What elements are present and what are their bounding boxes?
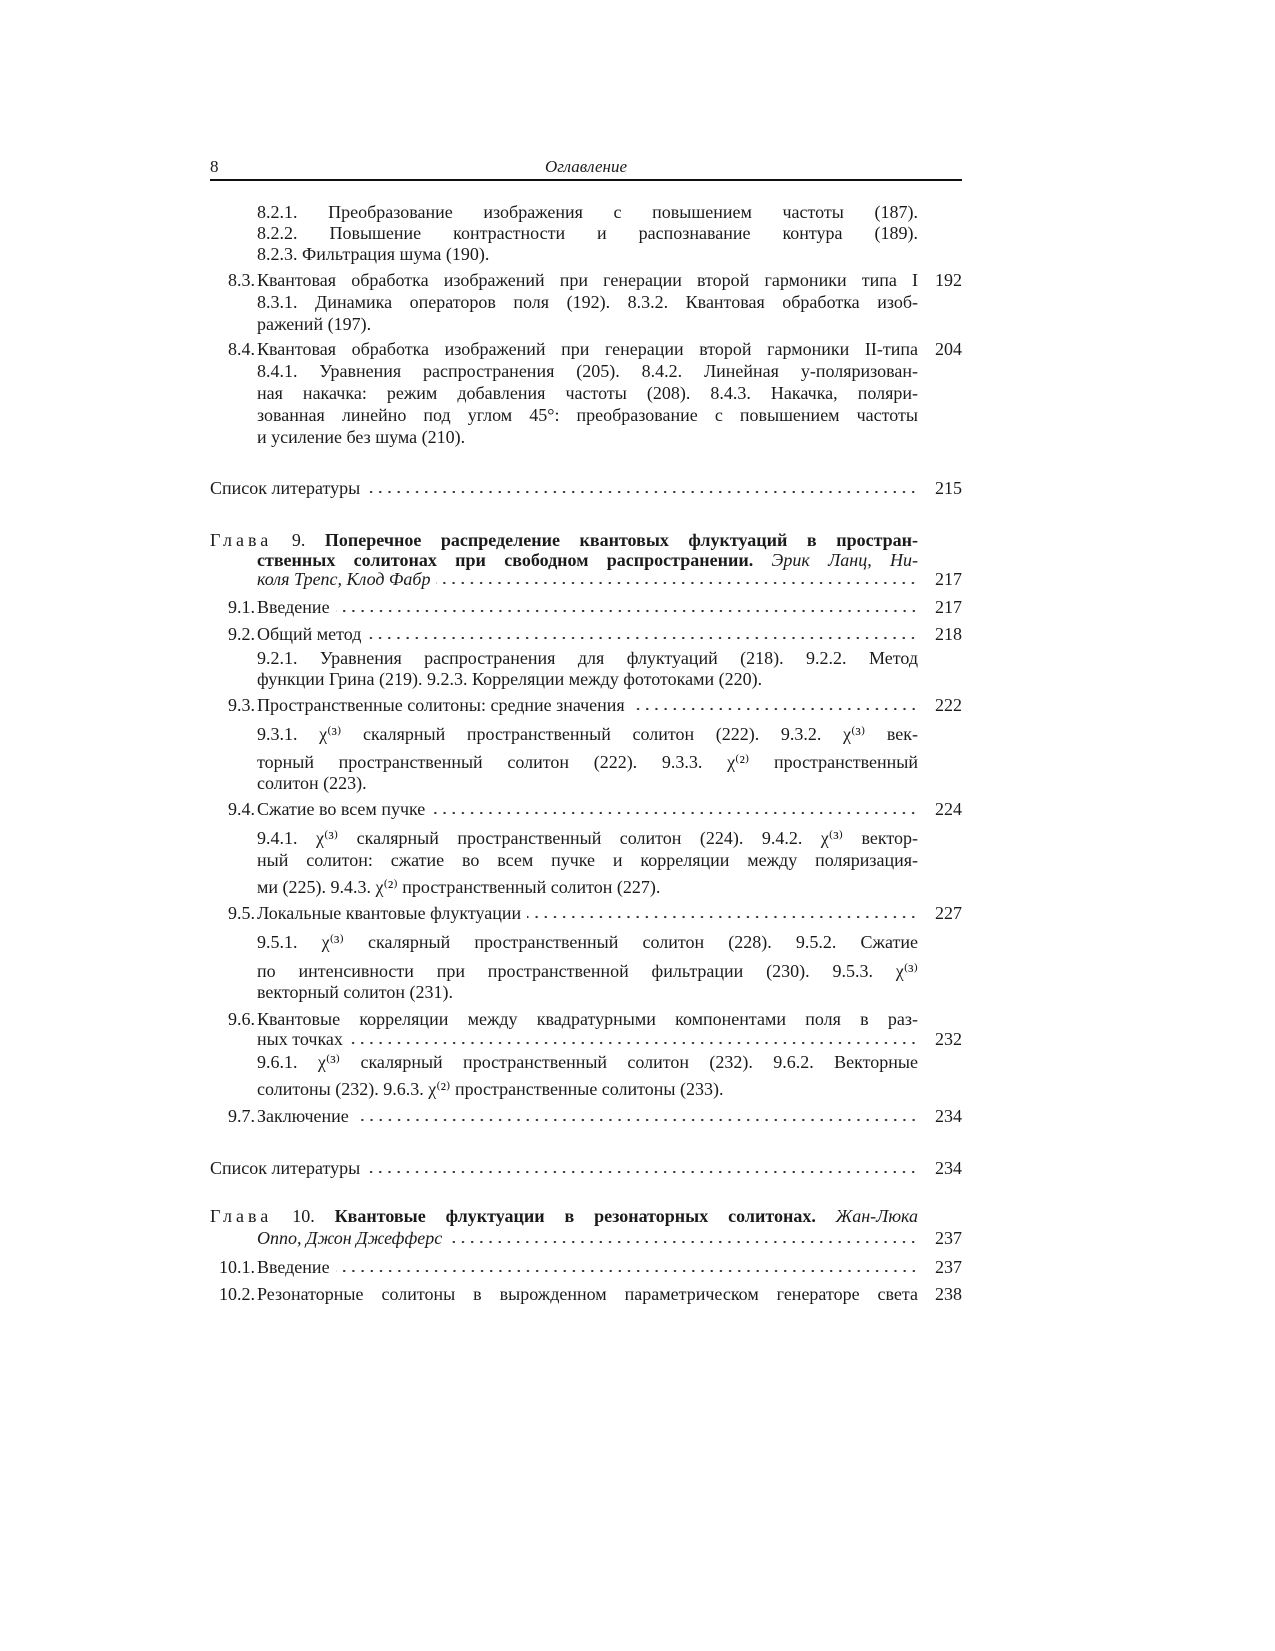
- section-title: Общий метод: [257, 624, 362, 644]
- subsection-line: ная накачка: режим добавления частоты (208). 8.4.3. Накачка, поляри-: [257, 383, 918, 403]
- page-ref: 217: [935, 569, 962, 589]
- page-ref: 237: [935, 1228, 962, 1248]
- section-title: Введение: [257, 597, 330, 617]
- section-number: 9.2.: [228, 624, 255, 644]
- subsection-line: векторный солитон (231).: [257, 982, 453, 1002]
- dot-leader: [527, 915, 918, 919]
- subsection-line: солитоны (232). 9.6.3. χ⁽²⁾ пространственные солитоны (233).: [257, 1079, 724, 1099]
- toc-entry-references[interactable]: [210, 477, 918, 499]
- subsection-line: 9.2.1. Уравнения распространения для флуктуаций (218). 9.2.2. Метод: [257, 648, 918, 668]
- chapter-number: 10.: [292, 1206, 315, 1226]
- section-title: Сжатие во всем пучке: [257, 799, 426, 819]
- page-ref: 227: [935, 903, 962, 923]
- subsection-line: зованная линейно под углом 45°: преобразование с повышением частоты: [257, 405, 918, 425]
- toc-entry[interactable]: [257, 623, 918, 645]
- section-title: Пространственные солитоны: средние значения: [257, 695, 625, 715]
- section-title: Резонаторные солитоны в вырожденном параметрическом генераторе света: [257, 1284, 918, 1304]
- toc-entry[interactable]: [257, 902, 918, 924]
- chapter-title: ственных солитонах при свободном распространении.: [257, 550, 754, 570]
- chapter-prefix: Глава: [210, 1206, 273, 1226]
- subsection-line: 8.2.2. Повышение контрастности и распознавание контура (189).: [257, 223, 918, 243]
- page-ref: 234: [935, 1158, 962, 1178]
- toc-entry[interactable]: [257, 596, 918, 618]
- page-ref: 222: [935, 695, 962, 715]
- chapter-number: 9.: [291, 530, 306, 550]
- section-number: 9.1.: [228, 597, 255, 617]
- section-number: 10.2.: [219, 1284, 255, 1304]
- page-ref: 224: [935, 799, 962, 819]
- page-ref: 218: [935, 624, 962, 644]
- chapter-authors: Эрик Ланц, Ни-: [771, 550, 918, 570]
- chapter-authors: коля Трепс, Клод Фабр: [257, 569, 431, 589]
- dot-leader: [367, 636, 918, 640]
- page-ref: 215: [935, 478, 962, 498]
- page-ref: 238: [935, 1284, 962, 1304]
- section-title: Заключение: [257, 1106, 349, 1126]
- page-ref: 232: [935, 1029, 962, 1049]
- chapter-title: Квантовые флуктуации в резонаторных солитонах.: [334, 1206, 816, 1226]
- header-rule: [210, 179, 962, 181]
- section-number: 9.4.: [228, 799, 255, 819]
- dot-leader: [431, 811, 918, 815]
- subsection-line: ный солитон: сжатие во всем пучке и корреляции между поляризация-: [257, 850, 918, 870]
- section-number: 9.3.: [228, 695, 255, 715]
- subsection-line: 8.2.1. Преобразование изображения с повышением частоты (187).: [257, 202, 918, 222]
- section-title: Локальные квантовые флуктуации: [257, 903, 522, 923]
- subsection-line: 8.4.1. Уравнения распространения (205). 8.4.2. Линейная y-поляризован-: [257, 361, 918, 381]
- toc-entry[interactable]: [257, 1028, 918, 1050]
- chapter-heading-line: [257, 568, 918, 590]
- page-ref: 217: [935, 597, 962, 617]
- page-ref: 237: [935, 1257, 962, 1277]
- entry-label: Список литературы: [210, 1158, 361, 1178]
- section-title: Квантовая обработка изображений при генерации второй гармоники типа I: [257, 270, 918, 290]
- section-number: 8.3.: [228, 270, 255, 290]
- dot-leader: [336, 609, 918, 613]
- section-title: Введение: [257, 1257, 330, 1277]
- subsection-line: 9.6.1. χ⁽³⁾ скалярный пространственный солитон (232). 9.6.2. Векторные: [257, 1052, 918, 1072]
- chapter-prefix: Глава: [210, 530, 273, 550]
- dot-leader: [336, 1269, 918, 1273]
- entry-label: Список литературы: [210, 478, 361, 498]
- chapter-authors: Оппо, Джон Джефферс: [257, 1228, 443, 1248]
- page-ref: 204: [935, 339, 962, 359]
- dot-leader: [366, 490, 918, 494]
- subsection-line: 9.5.1. χ⁽³⁾ скалярный пространственный солитон (228). 9.5.2. Сжатие: [257, 932, 918, 952]
- subsection-line: функции Грина (219). 9.2.3. Корреляции между фототоками (220).: [257, 669, 763, 689]
- toc-entry[interactable]: [257, 694, 918, 716]
- section-number: 8.4.: [228, 339, 255, 359]
- toc-entry[interactable]: [257, 798, 918, 820]
- subsection-line: 9.3.1. χ⁽³⁾ скалярный пространственный солитон (222). 9.3.2. χ⁽³⁾ век-: [257, 724, 918, 744]
- section-number: 9.7.: [228, 1106, 255, 1126]
- section-number: 10.1.: [219, 1257, 255, 1277]
- subsection-line: ми (225). 9.4.3. χ⁽²⁾ пространственный солитон (227).: [257, 877, 661, 897]
- page-number: 8: [210, 157, 219, 176]
- toc-entry[interactable]: [257, 1256, 918, 1278]
- subsection-line: 8.2.3. Фильтрация шума (190).: [257, 244, 490, 264]
- section-title: Квантовая обработка изображений при генерации второй гармоники II-типа: [257, 339, 918, 359]
- dot-leader: [448, 1240, 918, 1244]
- dot-leader: [349, 1041, 918, 1045]
- toc-entry-references[interactable]: [210, 1157, 918, 1179]
- subsection-line: ражений (197).: [257, 314, 372, 334]
- chapter-heading-line: [210, 1205, 918, 1227]
- dot-leader: [631, 707, 918, 711]
- chapter-authors: Жан-Люка: [835, 1206, 918, 1226]
- subsection-line: и усиление без шума (210).: [257, 427, 466, 447]
- running-title: Оглавление: [544, 157, 628, 176]
- page-ref: 192: [935, 270, 962, 290]
- subsection-line: 9.4.1. χ⁽³⁾ скалярный пространственный солитон (224). 9.4.2. χ⁽³⁾ вектор-: [257, 828, 918, 848]
- subsection-line: солитон (223).: [257, 773, 367, 793]
- section-number: 9.6.: [228, 1009, 255, 1029]
- subsection-line: по интенсивности при пространственной фильтрации (230). 9.5.3. χ⁽³⁾: [257, 961, 918, 981]
- section-title: ных точках: [257, 1029, 343, 1049]
- toc-entry[interactable]: [257, 1105, 918, 1127]
- dot-leader: [366, 1170, 918, 1174]
- section-number: 9.5.: [228, 903, 255, 923]
- page-ref: 234: [935, 1106, 962, 1126]
- chapter-heading-line: [210, 529, 918, 551]
- dot-leader: [355, 1118, 918, 1122]
- chapter-title: Поперечное распределение квантовых флуктуаций в простран-: [324, 530, 918, 550]
- dot-leader: [436, 581, 918, 585]
- subsection-line: торный пространственный солитон (222). 9.3.3. χ⁽²⁾ пространственный: [257, 752, 918, 772]
- chapter-heading-line: [257, 1227, 918, 1249]
- subsection-line: 8.3.1. Динамика операторов поля (192). 8.3.2. Квантовая обработка изоб-: [257, 292, 918, 312]
- section-title: Квантовые корреляции между квадратурными компонентами поля в раз-: [257, 1009, 918, 1029]
